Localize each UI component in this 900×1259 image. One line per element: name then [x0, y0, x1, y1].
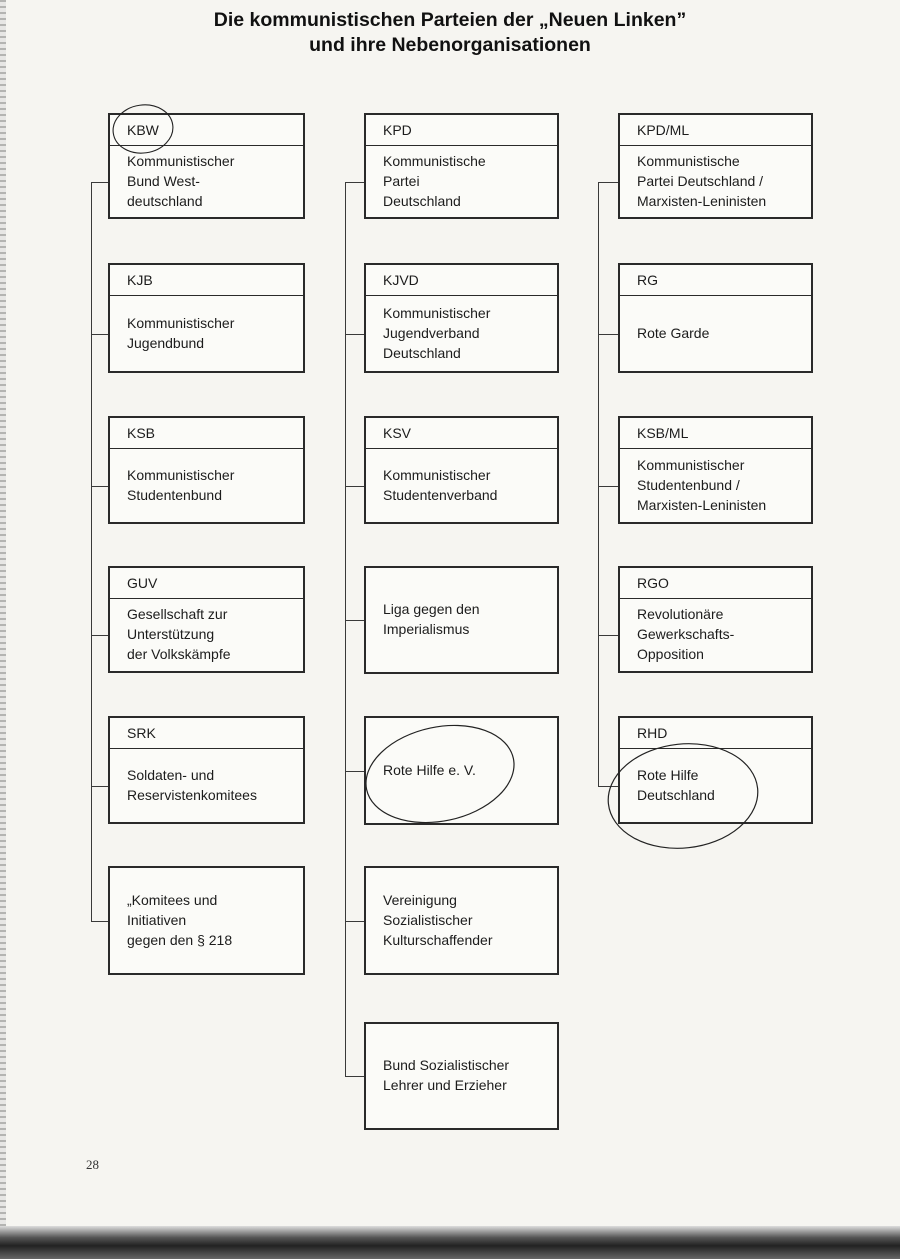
org-full-name: Bund Sozialistischer Lehrer und Erzieher [383, 1057, 510, 1093]
org-name-area [127, 599, 297, 669]
org-box [364, 866, 559, 975]
org-box [108, 113, 305, 219]
org-name-area [637, 296, 805, 369]
title-line-2: und ihre Nebenorganisationen [309, 34, 591, 56]
org-full-name: Kommunistischer Studentenbund [127, 466, 235, 503]
org-box [108, 566, 305, 673]
org-abbreviation: RHD [620, 718, 811, 749]
connector-stub [598, 786, 618, 787]
connector-stub [598, 182, 618, 183]
org-full-name: Liga gegen den Imperialismus [383, 601, 480, 637]
org-box [364, 716, 559, 825]
org-name-area [383, 449, 551, 520]
connector-stub [345, 182, 364, 183]
connector-stub [91, 334, 108, 335]
page-number: 28 [86, 1157, 99, 1172]
org-box [364, 113, 559, 219]
connector-stub [345, 921, 364, 922]
connector-stub [345, 486, 364, 487]
connector-stub [598, 334, 618, 335]
org-full-name: Gesellschaft zur Unterstützung der Volkskämpfe [127, 606, 231, 662]
org-name-area [383, 146, 551, 215]
connector-vertical [345, 182, 346, 1077]
connector-stub [345, 1076, 364, 1077]
connector-stub [91, 786, 108, 787]
org-full-name: Kommunistischer Studentenverband [383, 466, 498, 503]
connector-vertical [598, 182, 599, 786]
org-abbreviation: KPD [366, 115, 557, 146]
org-full-name: Kommunistische Partei Deutschland [383, 152, 486, 209]
org-box [364, 566, 559, 674]
org-box [108, 263, 305, 373]
org-name-area [637, 449, 805, 520]
org-name-area [637, 599, 805, 669]
org-full-name: Kommunistischer Bund West- deutschland [127, 152, 235, 209]
connector-stub [91, 635, 108, 636]
org-abbreviation: RG [620, 265, 811, 296]
org-full-name: Rote Hilfe e. V. [383, 761, 476, 778]
org-full-name: „Komitees und Initiativen gegen den § 218 [127, 891, 233, 948]
org-box [364, 1022, 559, 1130]
org-abbreviation: KJB [110, 265, 303, 296]
org-abbreviation: SRK [110, 718, 303, 749]
org-box [618, 716, 813, 824]
org-box [618, 416, 813, 524]
org-name-area [637, 146, 805, 215]
org-name-area [383, 868, 551, 971]
org-abbreviation: KJVD [366, 265, 557, 296]
connector-stub [345, 620, 364, 621]
org-name-area [127, 868, 297, 971]
org-box [364, 416, 559, 524]
org-abbreviation: KSV [366, 418, 557, 449]
connector-stub [345, 334, 364, 335]
org-box [108, 716, 305, 824]
org-box [618, 263, 813, 373]
connector-stub [598, 486, 618, 487]
org-abbreviation: KPD/ML [620, 115, 811, 146]
org-abbreviation: KSB [110, 418, 303, 449]
scan-left-edge [0, 0, 6, 1226]
connector-stub [91, 182, 108, 183]
org-full-name: Rote Garde [637, 324, 710, 341]
connector-vertical [91, 182, 92, 921]
org-full-name: Vereinigung Sozialistischer Kulturschaffender [383, 891, 493, 948]
org-box [618, 113, 813, 219]
org-full-name: Kommunistischer Jugendverband Deutschland [383, 304, 491, 361]
org-name-area [127, 146, 297, 215]
org-box [618, 566, 813, 673]
org-abbreviation: KBW [110, 115, 303, 146]
org-box [108, 866, 305, 975]
org-name-area [383, 718, 551, 821]
diagram-title [0, 8, 900, 58]
org-box [364, 263, 559, 373]
org-abbreviation: KSB/ML [620, 418, 811, 449]
org-name-area [637, 749, 805, 820]
connector-stub [598, 635, 618, 636]
org-name-area [383, 1024, 551, 1126]
org-full-name: Soldaten- und Reservistenkomitees [127, 766, 257, 803]
org-box [108, 416, 305, 524]
org-name-area [383, 296, 551, 369]
org-full-name: Kommunistischer Jugendbund [127, 314, 235, 351]
org-full-name: Kommunistischer Studentenbund / Marxisten-Leninisten [637, 456, 767, 513]
org-abbreviation: RGO [620, 568, 811, 599]
org-name-area [383, 568, 551, 670]
org-name-area [127, 749, 297, 820]
connector-stub [345, 771, 364, 772]
org-name-area [127, 296, 297, 369]
org-full-name: Rote Hilfe Deutschland [637, 766, 715, 803]
connector-stub [91, 921, 108, 922]
org-name-area [127, 449, 297, 520]
org-full-name: Revolutionäre Gewerkschafts- Opposition [637, 606, 735, 662]
org-full-name: Kommunistische Partei Deutschland / Marxisten-Leninisten [637, 152, 767, 209]
connector-stub [91, 486, 108, 487]
scan-bottom-edge [0, 1226, 900, 1259]
org-abbreviation: GUV [110, 568, 303, 599]
title-line-1: Die kommunistischen Parteien der „Neuen Linken” [213, 9, 687, 31]
